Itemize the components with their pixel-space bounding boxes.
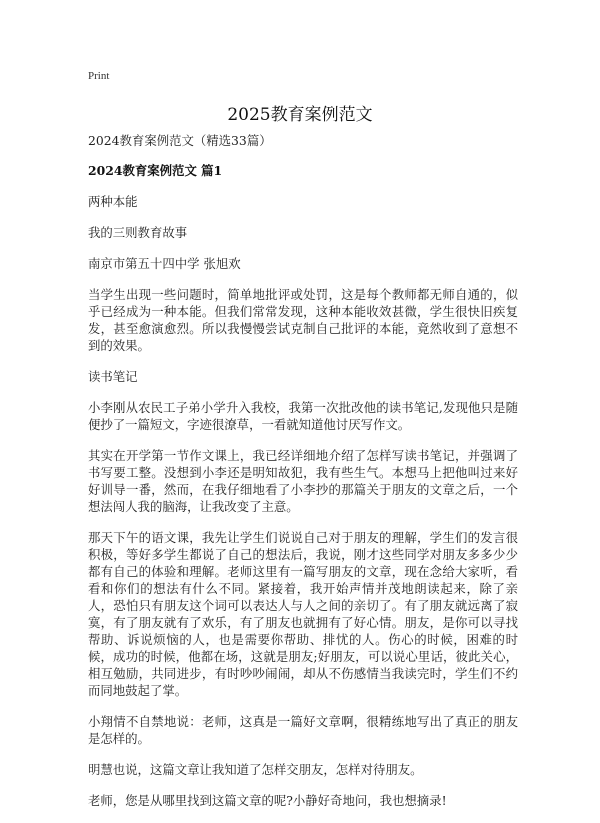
document-title: 2025教育案例范文 bbox=[227, 105, 373, 125]
paragraph: 当学生出现一些问题时，简单地批评或处罚，这是每个教师都无师自通的，似乎已经成为一种本能。但我们常常发现，这种本能收效甚微，学生很快旧疾复发，甚至愈演愈烈。所以我慢慢尝试克制自己批评的本能，竟然收到了意想不到的效果。 bbox=[88, 287, 518, 353]
paragraph: 小翔情不自禁地说：老师，这真是一篇好文章啊，很精练地写出了真正的朋友是怎样的。 bbox=[88, 714, 518, 746]
paragraph: 南京市第五十四中学 张旭欢 bbox=[88, 256, 241, 271]
print-link[interactable]: Print bbox=[88, 70, 110, 82]
paragraph: 老师，您是从哪里找到这篇文章的呢?小静好奇地问，我也想摘录! bbox=[88, 793, 447, 808]
paragraph: 明慧也说，这篇文章让我知道了怎样交朋友，怎样对待朋友。 bbox=[88, 762, 423, 777]
paragraph: 小李刚从农民工子弟小学升入我校，我第一次批改他的读书笔记,发现他只是随便抄了一篇短文，字迹很潦草，一看就知道他讨厌写作文。 bbox=[88, 400, 518, 432]
document-body bbox=[88, 132, 518, 823]
document-subtitle: 2024教育案例范文（精选33篇） bbox=[88, 133, 272, 148]
paragraph: 我的三则教育故事 bbox=[88, 225, 188, 240]
paragraph: 那天下午的语文课，我先让学生们说说自己对于朋友的理解，学生们的发言很积极，等好多学生都说了自己的想法后，我说，刚才这些同学对朋友多多少少都有自己的体验和理解。老师这里有一篇写朋友的文章，现在念给大家听，看看和你们的想法有什么不同。紧接着，我开始声情并茂地朗读起来，除了亲人，恐怕只有朋友这个词可以表达人与人之间的亲切了。有了朋友就远离了寂寞，有了朋友就有了欢乐，有了朋友也就拥有了好心情。朋友，是你可以寻找帮助、诉说烦恼的人，也是需要你帮助、排忧的人。伤心的时候，困难的时候，成功的时候，他都在场，这就是朋友;好朋友，可以说心里话，彼此关心，相互勉励，共同进步，有时吵吵闹闹，却从不伤感情当我读完时，学生们不约而同地鼓起了掌。 bbox=[88, 530, 518, 698]
paragraph: 其实在开学第一节作文课上，我已经详细地介绍了怎样写读书笔记，并强调了书写要工整。没想到小李还是明知故犯，我有些生气。本想马上把他叫过来好好训导一番，然而，在我仔细地看了小李抄的那篇关于朋友的文章之后，一个想法闯人我的脑海，让我改变了主意。 bbox=[88, 448, 518, 514]
paragraph: 读书笔记 bbox=[88, 369, 138, 384]
section-heading: 2024教育案例范文 篇1 bbox=[88, 163, 223, 178]
paragraph: 两种本能 bbox=[88, 194, 138, 209]
